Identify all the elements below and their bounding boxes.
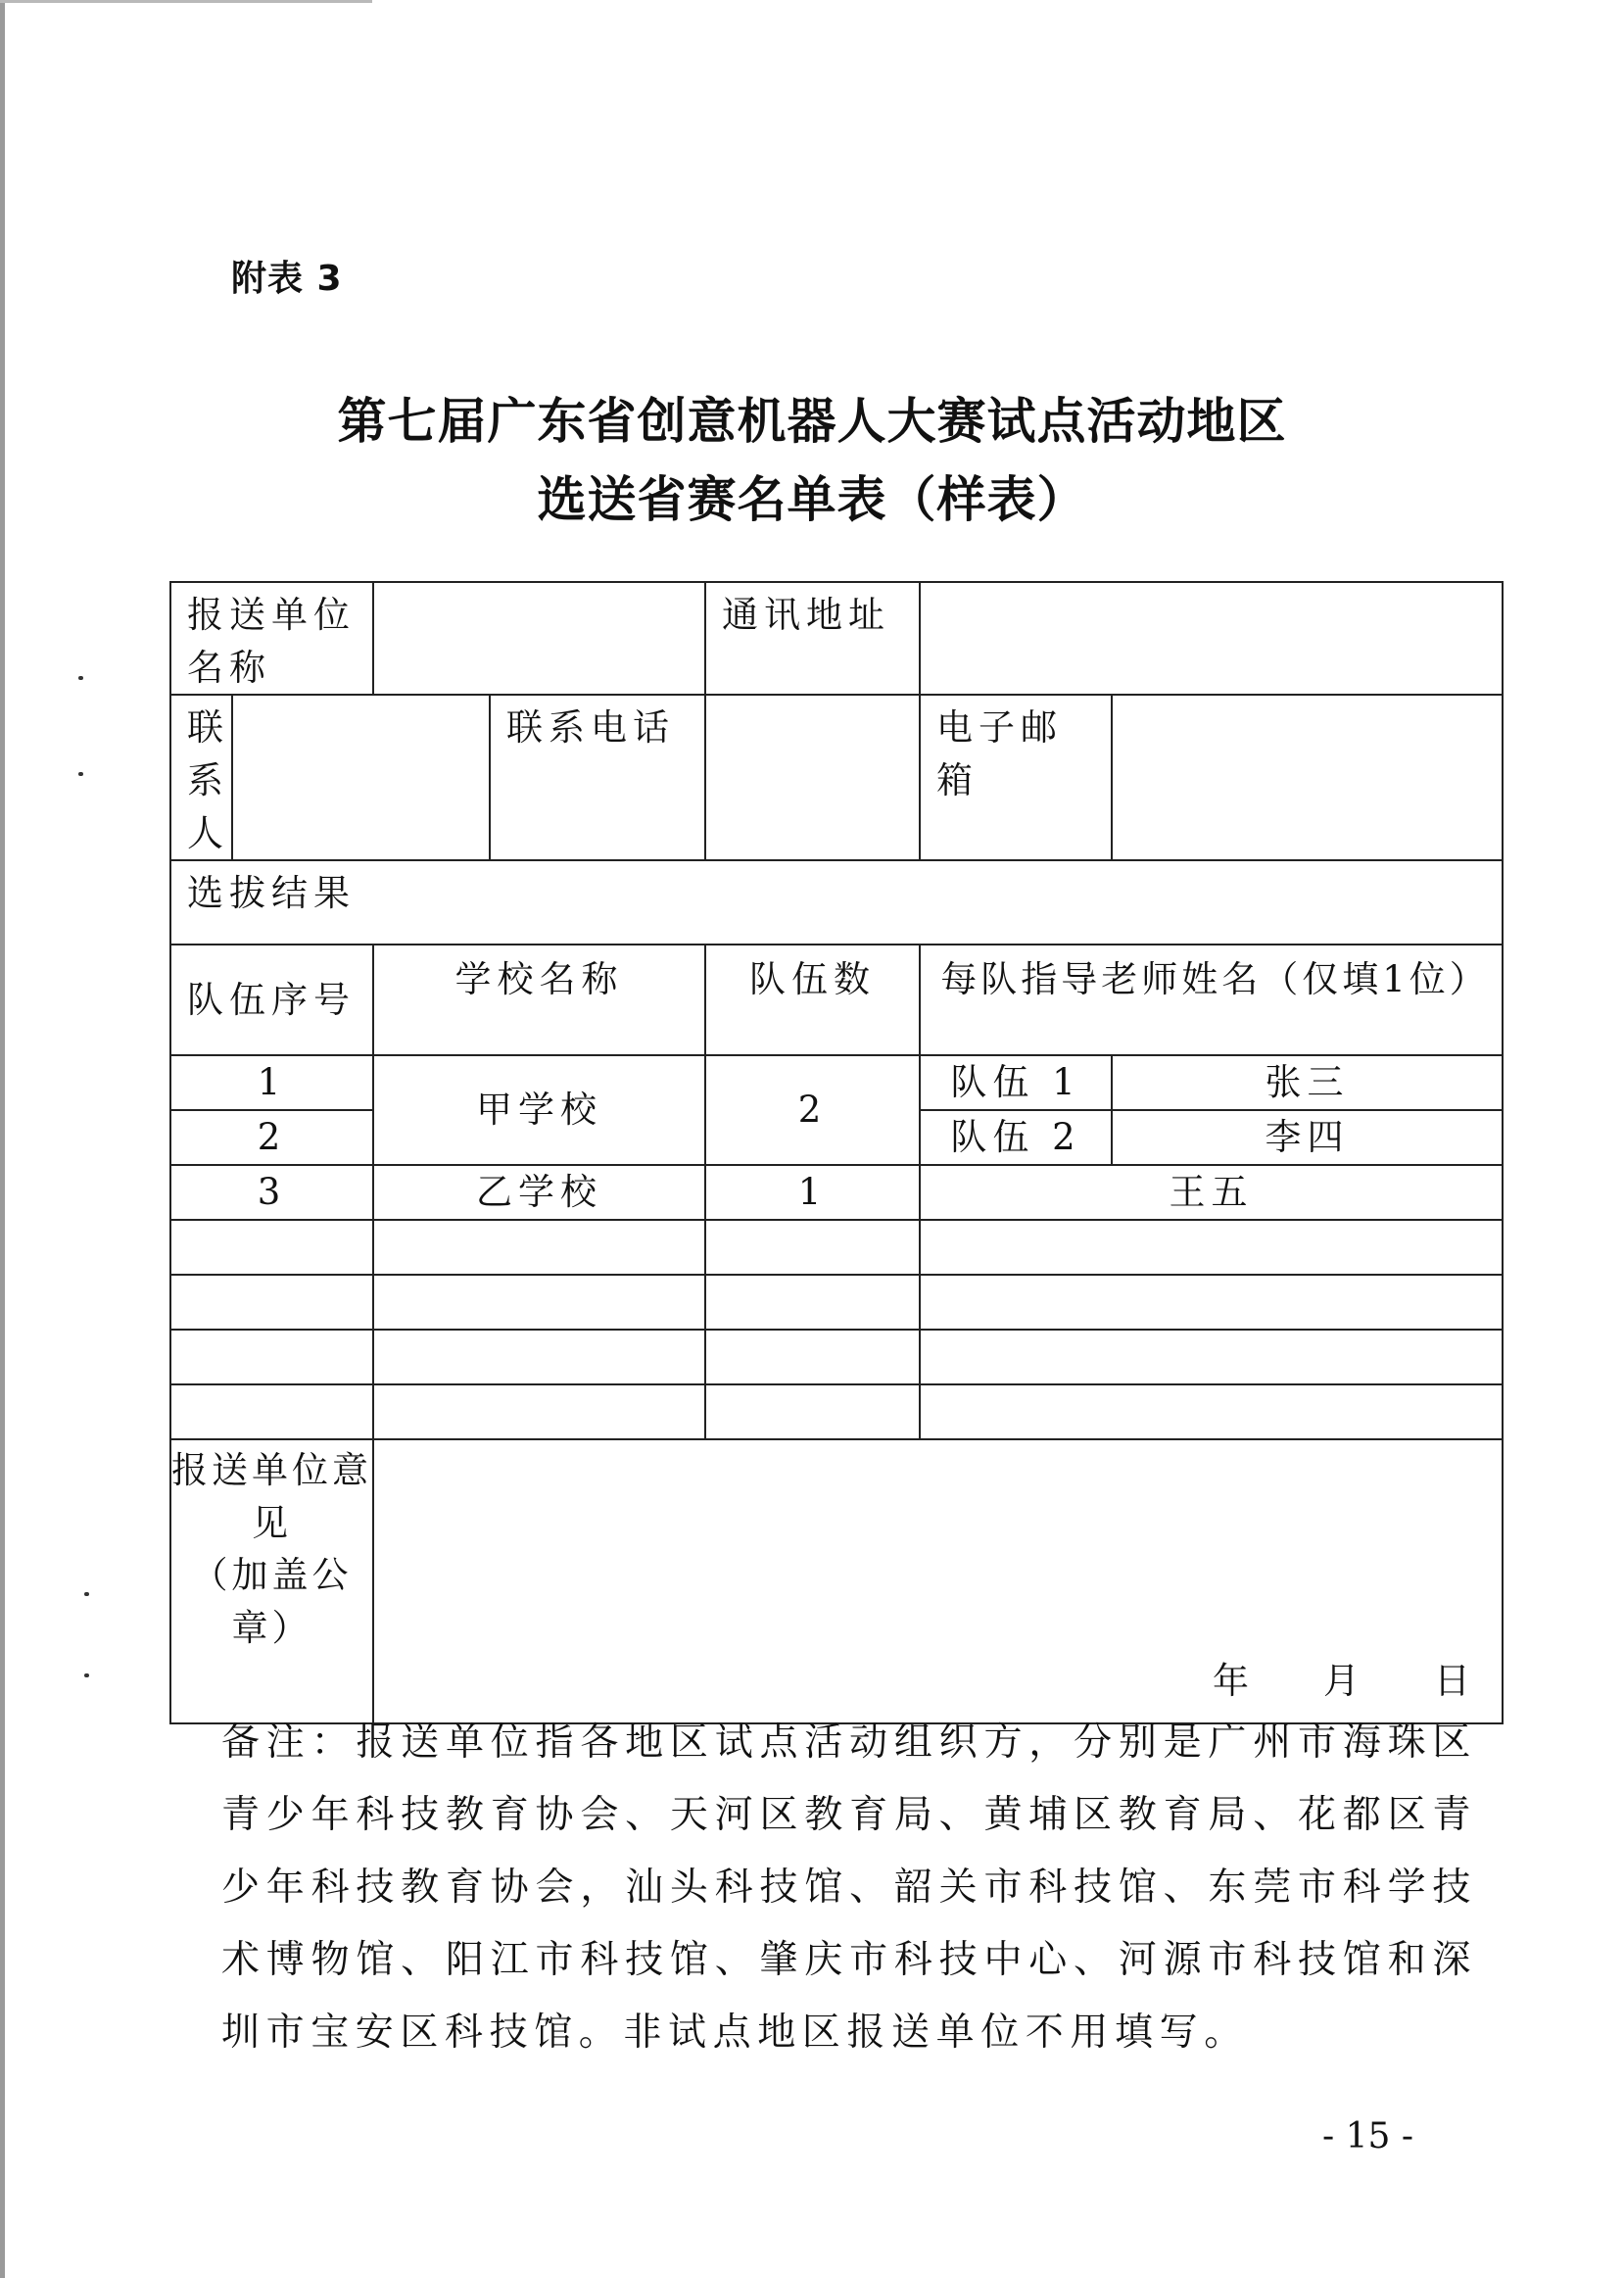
team-no-cell[interactable]: [170, 1330, 373, 1384]
annex-label: 附表 3: [231, 259, 343, 299]
address-field[interactable]: [920, 582, 1503, 695]
footnote: 备注：报送单位指各地区试点活动组织方，分别是广州市海珠区青少年科技教育协会、天河区教育局、黄埔区教育局、花都区青少年科技教育协会，汕头科技馆、韶关市科技馆、东莞市科学技术博物馆、阳江市科技馆、肇庆市科技中心、河源市科技馆和深圳市宝安区科技馆。非试点地区报送单位不用填写。: [221, 1721, 1477, 2055]
team-count: 2: [705, 1055, 920, 1165]
date-month: 月: [1323, 1659, 1365, 1702]
unit-row: [170, 582, 1503, 695]
opinion-label-line: 见: [252, 1501, 292, 1544]
teacher-name-cell[interactable]: [920, 1330, 1503, 1384]
empty-table-row: [170, 1220, 1503, 1275]
scan-speck: [84, 1673, 89, 1677]
opinion-field[interactable]: [373, 1439, 1503, 1723]
team-count-cell[interactable]: [705, 1330, 920, 1384]
unit-name-field[interactable]: [373, 582, 705, 695]
team-count-cell[interactable]: [705, 1384, 920, 1439]
school-name-cell[interactable]: [373, 1275, 705, 1330]
phone-label: 联系电话: [490, 695, 705, 860]
school-name-cell[interactable]: [373, 1220, 705, 1275]
team-count: 1: [705, 1165, 920, 1220]
teacher-name: 王五: [920, 1165, 1503, 1220]
submission-form-table: [169, 581, 1504, 1724]
school-name: 乙学校: [373, 1165, 705, 1220]
page-number: - 15 -: [1322, 2116, 1414, 2157]
opinion-label-line: 章）: [231, 1607, 312, 1650]
school-name-cell[interactable]: [373, 1384, 705, 1439]
header-team-no: 队伍序号: [170, 945, 373, 1055]
contact-row: [170, 695, 1503, 860]
email-field[interactable]: [1112, 695, 1503, 860]
document-subtitle: 选送省赛名单表（样表）: [537, 471, 1087, 528]
selection-result-row: [170, 860, 1503, 945]
opinion-label-line: （加盖公: [191, 1554, 353, 1597]
teacher-name-cell[interactable]: [920, 1384, 1503, 1439]
team-label: 队伍 1: [920, 1055, 1112, 1110]
team-no-cell[interactable]: [170, 1275, 373, 1330]
team-no-cell[interactable]: [170, 1384, 373, 1439]
opinion-label: [170, 1439, 373, 1723]
team-label: 队伍 2: [920, 1110, 1112, 1165]
scan-edge: [0, 0, 372, 3]
table-row: [170, 1165, 1503, 1220]
opinion-label-line: 报送单位意: [171, 1449, 372, 1492]
selection-result-label: 选拔结果: [170, 860, 1503, 945]
empty-table-row: [170, 1384, 1503, 1439]
contact-label: 联系人: [170, 695, 232, 860]
contact-field[interactable]: [232, 695, 490, 860]
team-no-cell[interactable]: [170, 1220, 373, 1275]
header-school-name: 学校名称: [373, 945, 705, 1055]
header-teacher-name: 每队指导老师姓名（仅填1位）: [920, 945, 1503, 1055]
team-table-header: [170, 945, 1503, 1055]
date-year: 年: [1213, 1659, 1255, 1702]
teacher-name-cell[interactable]: [920, 1275, 1503, 1330]
empty-table-row: [170, 1330, 1503, 1384]
scan-speck: [78, 772, 83, 776]
school-name-cell[interactable]: [373, 1330, 705, 1384]
team-no: 3: [170, 1165, 373, 1220]
email-label: 电子邮箱: [920, 695, 1112, 860]
teacher-name: 李四: [1112, 1110, 1503, 1165]
document-title: 第七届广东省创意机器人大赛试点活动地区: [337, 393, 1287, 450]
teacher-name-cell[interactable]: [920, 1220, 1503, 1275]
unit-name-label: 报送单位名称: [170, 582, 373, 695]
scan-speck: [78, 676, 83, 680]
date-day: 日: [1434, 1659, 1476, 1702]
scan-edge: [0, 0, 5, 2278]
team-no: 1: [170, 1055, 373, 1110]
scan-speck: [84, 1592, 89, 1596]
school-name: 甲学校: [373, 1055, 705, 1165]
opinion-row: [170, 1439, 1503, 1723]
teacher-name: 张三: [1112, 1055, 1503, 1110]
phone-field[interactable]: [705, 695, 920, 860]
team-no: 2: [170, 1110, 373, 1165]
team-count-cell[interactable]: [705, 1220, 920, 1275]
header-team-count: 队伍数: [705, 945, 920, 1055]
team-count-cell[interactable]: [705, 1275, 920, 1330]
empty-table-row: [170, 1275, 1503, 1330]
address-label: 通讯地址: [705, 582, 920, 695]
table-row: [170, 1055, 1503, 1110]
